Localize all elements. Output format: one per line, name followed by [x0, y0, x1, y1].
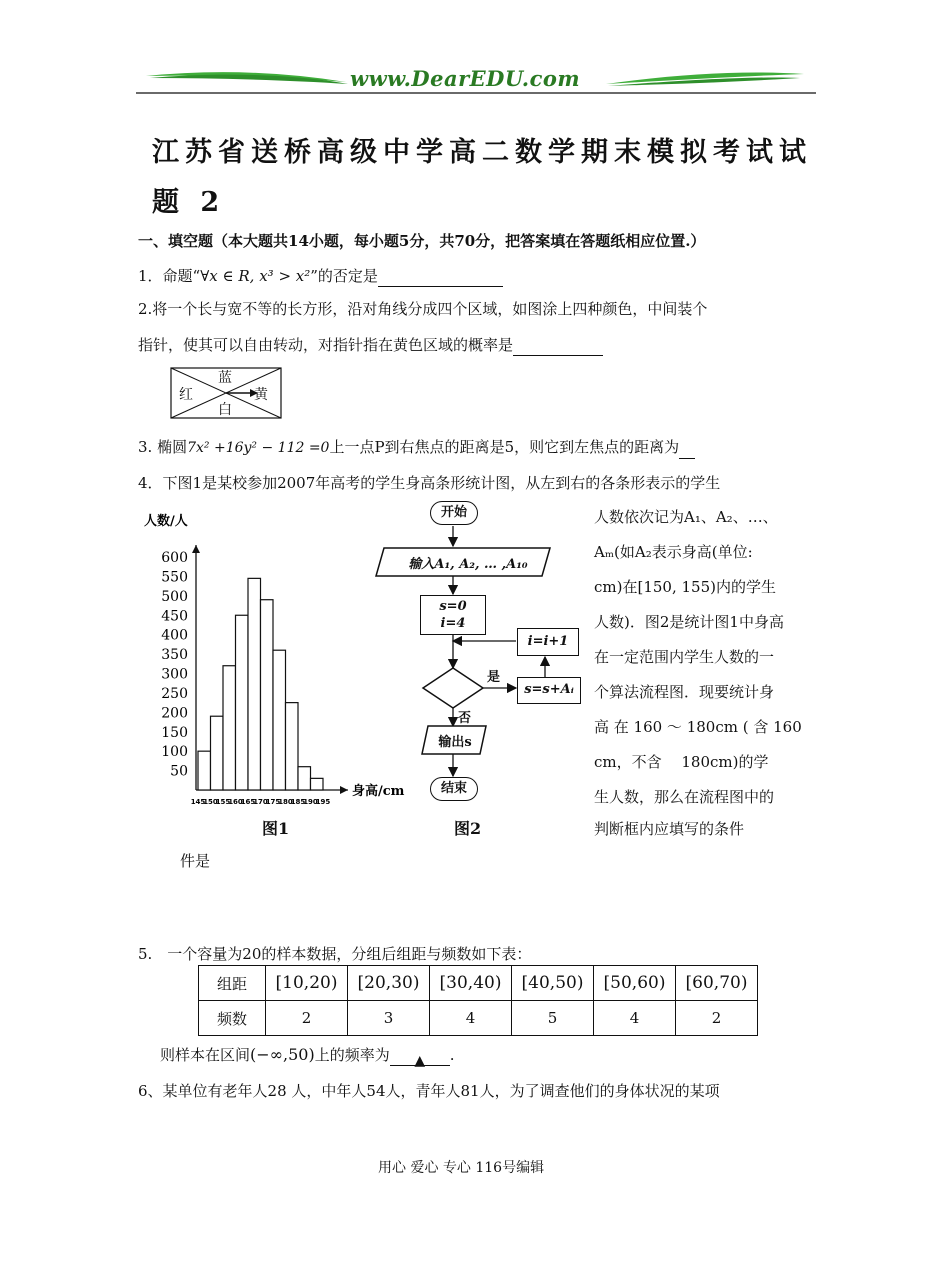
flow-init-box — [420, 595, 486, 635]
header-banner — [136, 62, 816, 98]
q4-side-line-1: 人数依次记为A₁、A₂、…、 — [594, 508, 778, 526]
y-tick-label: 450 — [161, 608, 188, 625]
y-axis-arrow-icon — [192, 545, 200, 553]
question-6: 6、某单位有老年人28 人，中年人54人，青年人81人，为了调查他们的身体状况的某项 — [138, 1082, 720, 1100]
histogram-bar — [298, 767, 311, 790]
q4-side-line-8: cm，不含 180cm)的学 — [594, 753, 769, 771]
histogram-bar — [261, 600, 274, 790]
q3-math: 7x² +16y² − 112 =0 — [187, 440, 330, 456]
flow-start: 开始 — [430, 501, 478, 525]
y-tick-label: 600 — [161, 550, 188, 566]
q5-after-prefix: 则样本在区间 — [160, 1046, 251, 1064]
x-tick-label: 180 — [278, 798, 293, 806]
x-tick-label: 195 — [315, 798, 331, 806]
y-tick-label: 300 — [161, 666, 188, 683]
y-tick-label: 100 — [161, 744, 188, 761]
question-2-line2 — [138, 334, 603, 356]
spinner-rectangle-figure — [170, 367, 282, 419]
figure2-flowchart — [370, 500, 590, 810]
table-cell: [30,40) — [430, 966, 512, 1001]
x-tick-label: 150 — [203, 798, 218, 806]
y-tick-label: 150 — [161, 724, 188, 741]
q4-side-line-9: 生人数，那么在流程图中的 — [594, 788, 775, 806]
question-2-line1: 2.将一个长与宽不等的长方形，沿对角线分成四个区域，如图涂上四种颜色，中间装个 — [138, 300, 708, 318]
figure2-caption: 图2 — [454, 819, 482, 838]
q1-prefix: 1．命题“ — [138, 267, 201, 285]
table-header-cell: 频数 — [199, 1001, 266, 1036]
q5-answer-blank — [390, 1049, 450, 1069]
site-logo-text: www.DearEDU.com — [350, 66, 581, 91]
y-tick-label: 550 — [161, 569, 188, 586]
q2-line2-text: 指针，使其可以自由转动，对指针指在黄色区域的概率是 — [138, 336, 514, 354]
y-tick-label: 500 — [161, 588, 188, 605]
y-tick-label: 400 — [161, 627, 188, 644]
table-row-intervals — [199, 966, 758, 1001]
q5-after-mid: 上的频率为 — [314, 1046, 390, 1064]
table-cell: 3 — [348, 1001, 430, 1036]
question-3 — [138, 436, 695, 459]
q5-after-math: (−∞,50) — [250, 1045, 315, 1064]
answer-triangle-icon: ▲ — [414, 1053, 426, 1069]
table-cell: [40,50) — [512, 966, 594, 1001]
figure1-caption: 图1 — [262, 819, 290, 838]
y-tick-label: 250 — [161, 685, 188, 702]
flow-init-i: i=4 — [440, 616, 466, 631]
q4-side-line-4: 人数)．图2是统计图1中身高 — [594, 613, 784, 631]
table-row-frequencies — [199, 1001, 758, 1036]
q4-side-line-6: 个算法流程图．现要统计身 — [594, 683, 775, 701]
doc-title-line1: 江苏省送桥高级中学高二数学期末模拟考试试 — [152, 137, 812, 168]
x-tick-label: 155 — [215, 798, 231, 806]
x-axis-arrow-icon — [340, 786, 348, 794]
x-axis-label: 身高/cm — [352, 784, 405, 799]
flow-increment: i=i+1 — [517, 628, 579, 656]
table-cell: [50,60) — [594, 966, 676, 1001]
question-4-line1: 4．下图1是某校参加2007年高考的学生身高条形统计图，从左到右的各条形表示的学生 — [138, 474, 721, 492]
flow-init-s: s=0 — [439, 599, 467, 614]
histogram-bar — [211, 716, 224, 790]
x-tick-label: 185 — [290, 798, 306, 806]
region-left-label: 红 — [179, 387, 193, 403]
q4-side-line-3: cm)在[150, 155)内的学生 — [594, 578, 776, 596]
flow-yes-label: 是 — [487, 670, 501, 685]
x-tick-label: 170 — [253, 798, 268, 806]
x-tick-label: 190 — [303, 798, 318, 806]
question-5-intro: 5. 一个容量为20的样本数据，分组后组距与频数如下表： — [138, 945, 532, 963]
flow-input: 输入A₁, A₂, … ,A₁₀ — [408, 557, 528, 572]
x-tick-label: 160 — [228, 798, 243, 806]
histogram-bar — [236, 615, 249, 790]
section1-heading: 一、填空题（本大题共14小题，每小题5分，共70分，把答案填在答题纸相应位置.） — [138, 232, 706, 250]
x-tick-label: 165 — [240, 798, 256, 806]
q3-suffix: 上一点P到右焦点的距离是5，则它到左焦点的距离为 — [329, 438, 680, 456]
table-cell: 4 — [430, 1001, 512, 1036]
flow-accumulate: s=s+Aᵢ — [517, 677, 581, 704]
q4-side-line-10: 判断框内应填写的条件 — [594, 820, 745, 838]
page-footer: 用心 爱心 专心 116号编辑 — [378, 1160, 545, 1176]
table-cell: 2 — [676, 1001, 758, 1036]
region-top-label: 蓝 — [218, 370, 232, 386]
question-1 — [138, 265, 503, 287]
q3-prefix: 3. 椭圆 — [138, 438, 188, 456]
y-tick-label: 200 — [161, 705, 188, 722]
flow-end: 结束 — [430, 777, 478, 801]
x-tick-label: 175 — [265, 798, 281, 806]
table-cell: [20,30) — [348, 966, 430, 1001]
y-tick-label: 350 — [161, 647, 188, 664]
q1-suffix: ”的否定是 — [310, 267, 378, 285]
histogram-bar — [273, 650, 286, 790]
flow-output: 输出s — [438, 735, 472, 750]
q5-after-suffix: . — [449, 1046, 455, 1064]
table-cell: [10,20) — [266, 966, 348, 1001]
histogram-bar — [286, 703, 299, 790]
question-5-after — [160, 1044, 455, 1069]
histogram-bar — [223, 666, 236, 790]
frequency-table — [198, 965, 758, 1036]
region-bottom-label: 白 — [218, 402, 232, 418]
q3-answer-blank — [679, 442, 695, 459]
flow-no-label: 否 — [458, 711, 472, 726]
q4-side-line-7: 高 在 160 ～ 180cm ( 含 160 — [594, 718, 802, 736]
region-right-label: 黄 — [254, 387, 268, 403]
q1-math: ∀x ∈ R, x³ > x² — [200, 267, 311, 285]
y-tick-label: 50 — [170, 763, 188, 780]
histogram-bar — [198, 751, 211, 790]
table-header-cell: 组距 — [199, 966, 266, 1001]
x-tick-label: 145 — [190, 798, 206, 806]
q1-answer-blank — [378, 270, 503, 287]
y-axis-label: 人数/人 — [144, 514, 188, 529]
doc-title-line2: 题 2 — [152, 187, 226, 218]
table-cell: 4 — [594, 1001, 676, 1036]
histogram-bar — [311, 778, 324, 790]
q4-tail: 件是 — [180, 852, 211, 870]
q4-side-line-5: 在一定范围内学生人数的一 — [594, 648, 775, 666]
table-cell: [60,70) — [676, 966, 758, 1001]
table-cell: 5 — [512, 1001, 594, 1036]
q2-answer-blank — [513, 339, 603, 356]
table-cell: 2 — [266, 1001, 348, 1036]
histogram-bar — [248, 578, 261, 790]
q4-side-line-2: Aₘ(如A₂表示身高(单位: — [594, 543, 753, 561]
